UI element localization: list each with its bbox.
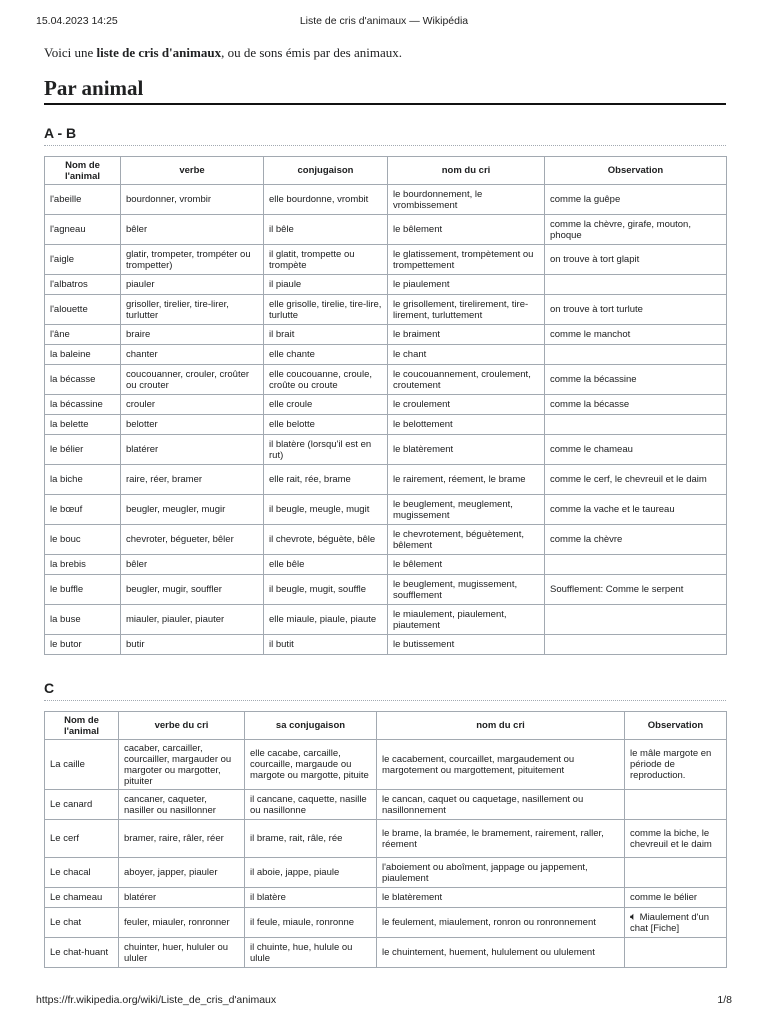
table-cell: il beugle, mugit, souffle [264, 575, 388, 605]
table-cell: butir [121, 635, 264, 655]
print-datetime: 15.04.2023 14:25 [36, 15, 118, 27]
table-cell: le feulement, miaulement, ronron ou ronronnement [377, 908, 625, 938]
table-cell [545, 555, 727, 575]
table-cell [625, 790, 727, 820]
table-cell: il chuinte, hue, hulule ou ulule [245, 938, 377, 968]
page-number: 1/8 [717, 994, 732, 1006]
table-cell: grisoller, tirelier, tire-lirer, turlutter [121, 295, 264, 325]
animal-name-cell[interactable]: Le chameau [45, 888, 119, 908]
table-cell: elle chante [264, 345, 388, 365]
col-header: Nom de l'animal [45, 712, 119, 740]
animal-name-cell[interactable]: la brebis [45, 555, 121, 575]
col-header: Observation [545, 157, 727, 185]
section-title-c: C [44, 680, 726, 701]
table-row [45, 435, 727, 465]
table-row [45, 325, 727, 345]
intro-bold-link[interactable]: liste de cris d'animaux [96, 45, 222, 60]
animal-name-cell[interactable]: l'albatros [45, 275, 121, 295]
table-cell: elle belotte [264, 415, 388, 435]
animal-name-cell[interactable]: l'aigle [45, 245, 121, 275]
animal-name-cell[interactable]: Le chat-huant [45, 938, 119, 968]
animal-name-cell[interactable]: Le cerf [45, 820, 119, 858]
table-c-header-row [45, 712, 727, 740]
table-ab-header-row [45, 157, 727, 185]
table-cell: il bêle [264, 215, 388, 245]
table-cell [545, 415, 727, 435]
table-cell: le mâle margote en période de reproduction. [625, 740, 727, 790]
table-cell: bourdonner, vrombir [121, 185, 264, 215]
table-row [45, 185, 727, 215]
table-cell: il blatère (lorsqu'il est en rut) [264, 435, 388, 465]
table-row [45, 495, 727, 525]
table-cell: le butissement [388, 635, 545, 655]
table-cell: il blatère [245, 888, 377, 908]
animal-name-cell[interactable]: le bœuf [45, 495, 121, 525]
table-row [45, 858, 727, 888]
table-cell: Soufflement: Comme le serpent [545, 575, 727, 605]
table-cell: il aboie, jappe, piaule [245, 858, 377, 888]
table-cell: le coucouannement, croulement, croutement [388, 365, 545, 395]
table-cell [545, 635, 727, 655]
table-cell: il butit [264, 635, 388, 655]
col-header: sa conjugaison [245, 712, 377, 740]
table-cell: le brame, la bramée, le bramement, rairement, raller, réement [377, 820, 625, 858]
animal-name-cell[interactable]: la biche [45, 465, 121, 495]
table-row [45, 215, 727, 245]
animal-name-cell[interactable]: l'agneau [45, 215, 121, 245]
intro-text-after: , ou de sons émis par des animaux. [221, 45, 402, 60]
table-cell: comme la bécassine [545, 365, 727, 395]
table-cell: comme la guêpe [545, 185, 727, 215]
table-cell: il brait [264, 325, 388, 345]
table-cell: le miaulement, piaulement, piautement [388, 605, 545, 635]
table-row [45, 575, 727, 605]
table-cell: il brame, rait, râle, rée [245, 820, 377, 858]
animal-name-cell[interactable]: le bouc [45, 525, 121, 555]
table-cell: comme la chèvre, girafe, mouton, phoque [545, 215, 727, 245]
table-row [45, 740, 727, 790]
table-row [45, 275, 727, 295]
table-cell: elle bourdonne, vrombit [264, 185, 388, 215]
animal-name-cell[interactable]: la belette [45, 415, 121, 435]
table-row [45, 345, 727, 365]
table-cell: bêler [121, 555, 264, 575]
col-header: nom du cri [388, 157, 545, 185]
table-cell: comme le cerf, le chevreuil et le daim [545, 465, 727, 495]
table-cell: le glatissement, trompètement ou trompettement [388, 245, 545, 275]
table-row [45, 635, 727, 655]
table-cell: le braiment [388, 325, 545, 345]
table-cell: le beuglement, meuglement, mugissement [388, 495, 545, 525]
table-cell: le chevrotement, béguètement, bêlement [388, 525, 545, 555]
table-cell [625, 858, 727, 888]
table-cell: elle croule [264, 395, 388, 415]
table-cell: cacaber, carcailler, courcailler, margauder ou margoter ou margotter, pituiter [119, 740, 245, 790]
table-cell: blatérer [121, 435, 264, 465]
col-header: Observation [625, 712, 727, 740]
table-row [45, 555, 727, 575]
table-cell: bêler [121, 215, 264, 245]
table-cell: chanter [121, 345, 264, 365]
table-cell: il beugle, meugle, mugit [264, 495, 388, 525]
table-cell: il piaule [264, 275, 388, 295]
animal-name-cell[interactable]: La caille [45, 740, 119, 790]
animal-name-cell[interactable]: le buffle [45, 575, 121, 605]
table-cell: le chant [388, 345, 545, 365]
audio-speaker-icon[interactable]: 🔈︎ [630, 910, 640, 923]
table-cell: le cancan, caquet ou caquetage, nasillement ou nasillonnement [377, 790, 625, 820]
table-row [45, 295, 727, 325]
animal-name-cell[interactable]: Le chat [45, 908, 119, 938]
table-cell: elle cacabe, carcaille, courcaille, margaude ou margote ou margotte, pituite [245, 740, 377, 790]
table-cell: le beuglement, mugissement, soufflement [388, 575, 545, 605]
section-title-ab: A - B [44, 125, 726, 146]
table-cell: chuinter, huer, hululer ou ululer [119, 938, 245, 968]
table-cell: bramer, raire, râler, réer [119, 820, 245, 858]
table-row [45, 415, 727, 435]
table-cell: cancaner, caqueter, nasiller ou nasillonner [119, 790, 245, 820]
table-row [45, 908, 727, 938]
animal-name-cell[interactable]: le butor [45, 635, 121, 655]
table-cell: il chevrote, béguète, bêle [264, 525, 388, 555]
table-cell: il cancane, caquette, nasille ou nasillonne [245, 790, 377, 820]
table-cell: glatir, trompeter, trompéter ou trompetter) [121, 245, 264, 275]
table-cell: elle bêle [264, 555, 388, 575]
table-row [45, 525, 727, 555]
table-cell: comme la bécasse [545, 395, 727, 415]
print-title: Liste de cris d'animaux — Wikipédia [299, 15, 469, 27]
table-cell: braire [121, 325, 264, 345]
table-c-body [45, 740, 727, 968]
print-footer [36, 994, 732, 1008]
print-header [36, 15, 732, 29]
table-cell: piauler [121, 275, 264, 295]
animal-name-cell[interactable]: l'alouette [45, 295, 121, 325]
table-cell [545, 345, 727, 365]
col-header: verbe du cri [119, 712, 245, 740]
table-c [44, 711, 727, 968]
table-row [45, 365, 727, 395]
table-cell: beugler, mugir, souffler [121, 575, 264, 605]
col-header: Nom de l'animal [45, 157, 121, 185]
table-cell: chevroter, bégueter, bêler [121, 525, 264, 555]
animal-name-cell[interactable]: Le canard [45, 790, 119, 820]
animal-name-cell[interactable]: le bélier [45, 435, 121, 465]
article-content [44, 44, 726, 968]
table-cell: belotter [121, 415, 264, 435]
table-cell: on trouve à tort glapit [545, 245, 727, 275]
table-row [45, 605, 727, 635]
table-cell: comme la biche, le chevreuil et le daim [625, 820, 727, 858]
table-cell: le blatèrement [377, 888, 625, 908]
table-cell: elle grisolle, tirelie, tire-lire, turlutte [264, 295, 388, 325]
table-row [45, 888, 727, 908]
page-heading: Par animal [44, 75, 726, 105]
table-cell: le bêlement [388, 555, 545, 575]
animal-name-cell[interactable]: la bécasse [45, 365, 121, 395]
table-row [45, 938, 727, 968]
table-row [45, 245, 727, 275]
table-cell: le croulement [388, 395, 545, 415]
table-cell: le belottement [388, 415, 545, 435]
animal-name-cell[interactable]: la baleine [45, 345, 121, 365]
table-cell: elle coucouanne, croule, croûte ou croute [264, 365, 388, 395]
table-row [45, 820, 727, 858]
table-cell: crouler [121, 395, 264, 415]
table-cell: feuler, miauler, ronronner [119, 908, 245, 938]
table-cell: il glatit, trompette ou trompète [264, 245, 388, 275]
table-cell: comme le manchot [545, 325, 727, 345]
table-row [45, 395, 727, 415]
table-row [45, 790, 727, 820]
table-cell: le grisollement, tirelirement, tire-lirement, turluttement [388, 295, 545, 325]
col-header: conjugaison [264, 157, 388, 185]
table-cell: le blatèrement [388, 435, 545, 465]
table-cell: comme la chèvre [545, 525, 727, 555]
table-cell: le cacabement, courcaillet, margaudement ou margotement ou margottement, pituitement [377, 740, 625, 790]
col-header: nom du cri [377, 712, 625, 740]
table-cell: le bêlement [388, 215, 545, 245]
table-cell: beugler, meugler, mugir [121, 495, 264, 525]
table-ab [44, 156, 727, 655]
table-cell: le piaulement [388, 275, 545, 295]
intro-paragraph [44, 44, 726, 61]
table-cell: elle rait, rée, brame [264, 465, 388, 495]
table-cell: coucouanner, crouler, croûter ou crouter [121, 365, 264, 395]
print-url: https://fr.wikipedia.org/wiki/Liste_de_cris_d'animaux [36, 994, 277, 1006]
table-cell: miauler, piauler, piauter [121, 605, 264, 635]
table-cell: raire, réer, bramer [121, 465, 264, 495]
intro-text-before: Voici une [44, 45, 97, 60]
table-cell: le chuintement, huement, hululement ou ululement [377, 938, 625, 968]
table-cell: l'aboiement ou aboîment, jappage ou jappement, piaulement [377, 858, 625, 888]
animal-name-cell[interactable]: la bécassine [45, 395, 121, 415]
animal-name-cell[interactable]: l'abeille [45, 185, 121, 215]
table-ab-body [45, 185, 727, 655]
table-cell: on trouve à tort turlute [545, 295, 727, 325]
col-header: verbe [121, 157, 264, 185]
table-cell: il feule, miaule, ronronne [245, 908, 377, 938]
table-row [45, 465, 727, 495]
table-cell: elle miaule, piaule, piaute [264, 605, 388, 635]
table-cell: le bourdonnement, le vrombissement [388, 185, 545, 215]
table-cell: comme le chameau [545, 435, 727, 465]
table-cell: comme le bélier [625, 888, 727, 908]
animal-name-cell[interactable]: Le chacal [45, 858, 119, 888]
table-cell [625, 938, 727, 968]
table-cell: aboyer, japper, piauler [119, 858, 245, 888]
table-cell [545, 605, 727, 635]
animal-name-cell[interactable]: la buse [45, 605, 121, 635]
table-cell: 🔈︎ Miaulement d'un chat [Fiche] [625, 908, 727, 938]
table-cell: comme la vache et le taureau [545, 495, 727, 525]
table-cell [545, 275, 727, 295]
table-cell: blatérer [119, 888, 245, 908]
animal-name-cell[interactable]: l'âne [45, 325, 121, 345]
table-cell: le rairement, réement, le brame [388, 465, 545, 495]
